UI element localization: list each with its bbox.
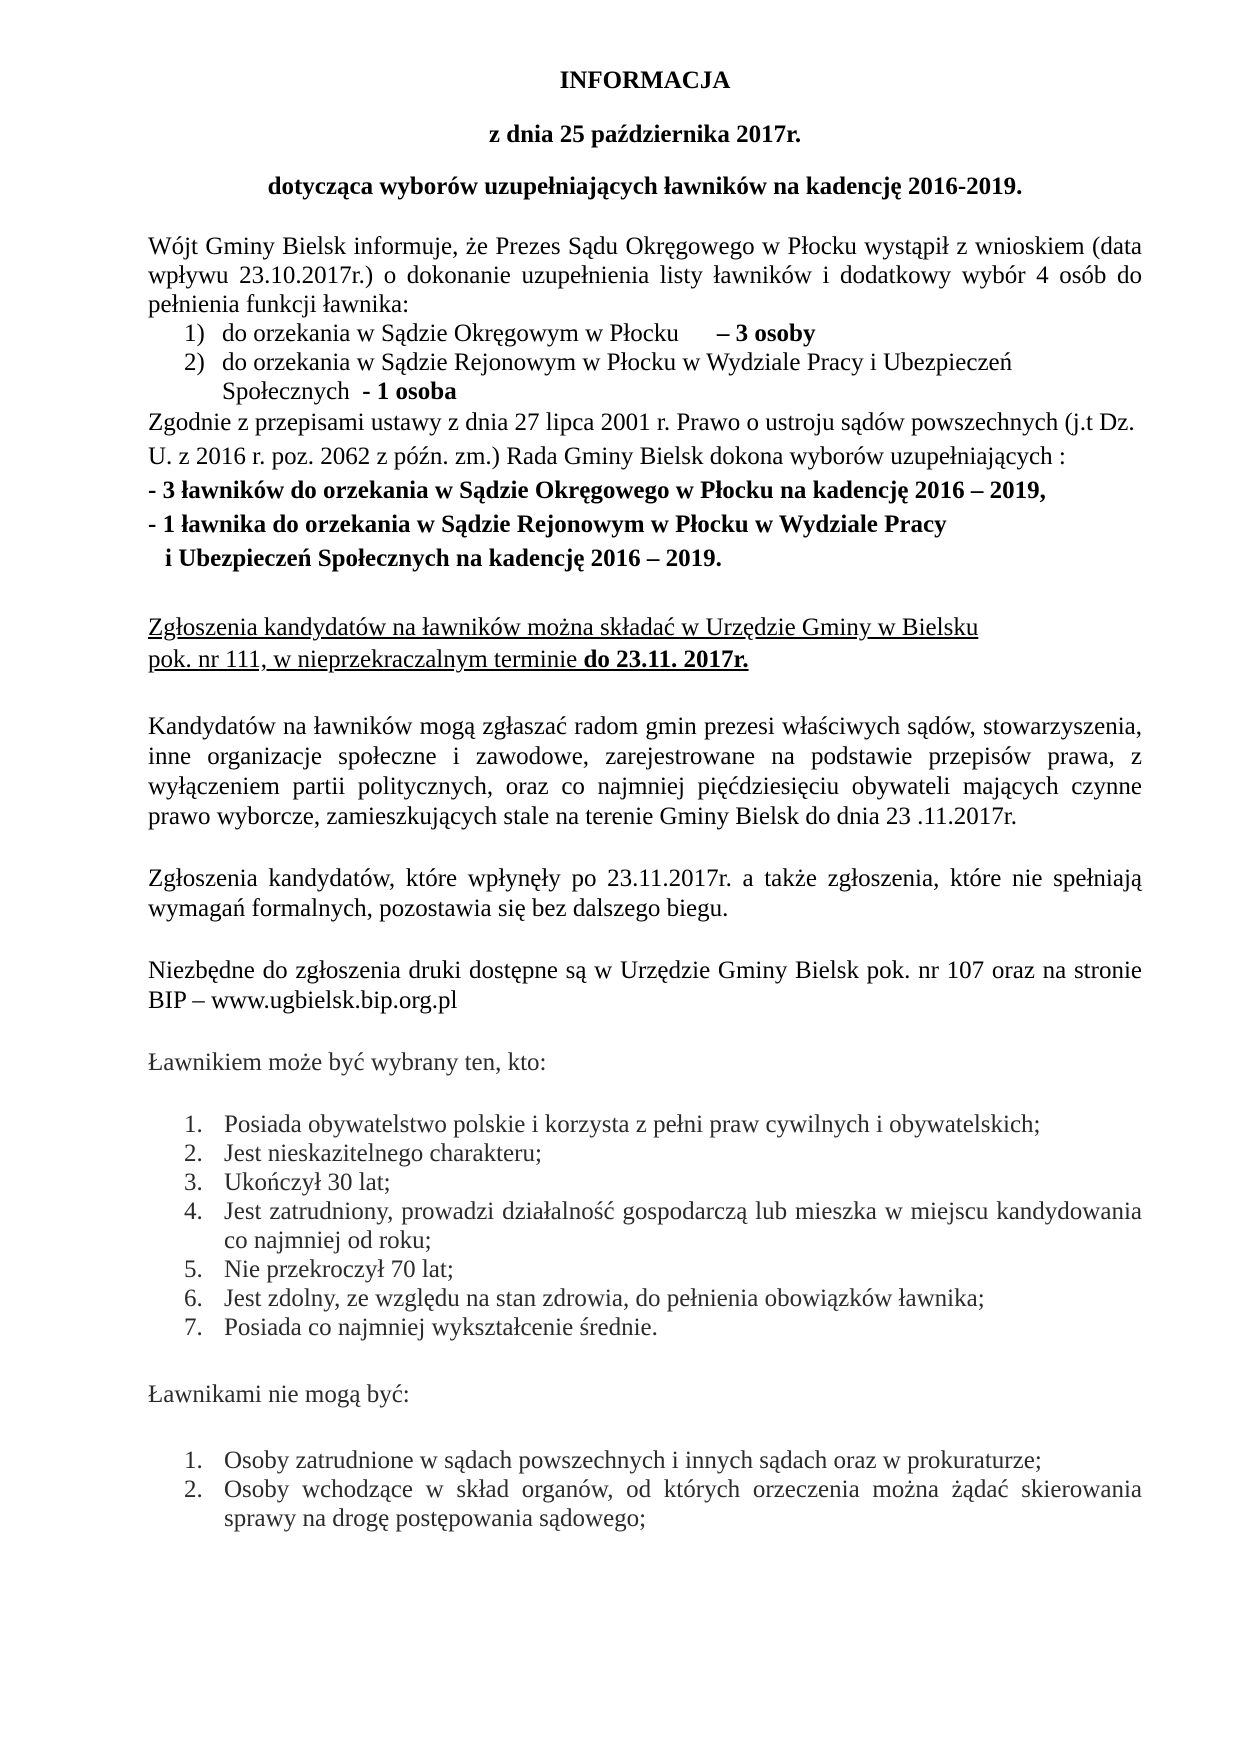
submission-line-2: pok. nr 111, w nieprzekraczalnym terminie bbox=[148, 646, 584, 673]
list-text: Jest zatrudniony, prowadzi działalność gospodarczą lub mieszka w miejscu kandydowania co najmniej od roku; bbox=[224, 1198, 1142, 1254]
court-list-number: 2) bbox=[184, 349, 205, 376]
list-text: Jest zdolny, ze względu na stan zdrowia, do pełnienia obowiązków ławnika; bbox=[224, 1285, 985, 1312]
list-item bbox=[184, 1446, 1142, 1475]
late-submissions-paragraph: Zgłoszenia kandydatów, które wpłynęły po 23.11.2017r. a także zgłoszenia, które nie spełniają wymagań formalnych, pozostawia się bez dalszego biegu. bbox=[148, 865, 1142, 922]
submission-deadline: do 23.11. 2017r. bbox=[583, 646, 749, 673]
eligibility-heading: Ławnikiem może być wybrany ten, kto: bbox=[148, 1049, 547, 1076]
document-subject: dotycząca wyborów uzupełniających ławników na kadencję 2016-2019. bbox=[267, 173, 1023, 200]
document-date: z dnia 25 października 2017r. bbox=[488, 121, 802, 148]
list-number: 6. bbox=[184, 1285, 203, 1312]
list-text: Osoby wchodzące w skład organów, od których orzeczenia można żądać skierowania sprawy na drogę postępowania sądowego; bbox=[224, 1476, 1142, 1532]
election-line-1: - 3 ławników do orzekania w Sądzie Okręgowego w Płocku na kadencję 2016 – 2019, bbox=[148, 477, 1046, 504]
court-list-count: – 3 osoby bbox=[716, 320, 816, 347]
list-number: 7. bbox=[184, 1314, 203, 1341]
list-item bbox=[184, 1475, 1142, 1533]
list-item bbox=[184, 1139, 1142, 1168]
list-number: 3. bbox=[184, 1169, 203, 1196]
court-list-text: do orzekania w Sądzie Okręgowym w Płocku bbox=[222, 320, 679, 347]
court-list-item bbox=[184, 348, 1142, 406]
court-list-item bbox=[184, 319, 1142, 348]
list-item bbox=[184, 1110, 1142, 1139]
list-text: Ukończył 30 lat; bbox=[224, 1169, 391, 1196]
ineligibility-heading: Ławnikami nie mogą być: bbox=[148, 1381, 410, 1408]
list-item bbox=[184, 1255, 1142, 1284]
intro-paragraph: Wójt Gminy Bielsk informuje, że Prezes Sądu Okręgowego w Płocku wystąpił z wnioskiem (data wpływu 23.10.2017r.) o dokonanie uzupełnienia listy ławników i dodatkowy wybór 4 osób do pełnienia funkcji ławnika: bbox=[148, 233, 1142, 318]
forms-paragraph: Niezbędne do zgłoszenia druki dostępne są w Urzędzie Gminy Bielsk pok. nr 107 oraz na stronie BIP – www.ugbielsk.bip.org.pl bbox=[148, 957, 1142, 1014]
court-list-number: 1) bbox=[184, 320, 205, 347]
list-item bbox=[184, 1313, 1142, 1342]
list-item bbox=[184, 1197, 1142, 1255]
legal-basis-paragraph: Zgodnie z przepisami ustawy z dnia 27 lipca 2001 r. Prawo o ustroju sądów powszechnych (j.t Dz. U. z 2016 r. poz. 2062 z późn. zm.) Rada Gminy Bielsk dokona wyborów uzupełniających : bbox=[148, 409, 1135, 470]
court-list-count: - 1 osoba bbox=[362, 378, 457, 405]
list-item bbox=[184, 1168, 1142, 1197]
list-text: Jest nieskazitelnego charakteru; bbox=[224, 1140, 542, 1167]
candidates-paragraph: Kandydatów na ławników mogą zgłaszać radom gmin prezesi właściwych sądów, stowarzyszenia, inne organizacje społeczne i zawodowe, zarejestrowane na podstawie przepisów prawa, z wyłączeniem partii politycznych, oraz co najmniej pięćdziesięciu obywateli mających czynne prawo wyborcze, zamieszkujących stale na terenie Gminy Bielsk do dnia 23 .11.2017r. bbox=[148, 713, 1142, 830]
list-text: Posiada obywatelstwo polskie i korzysta z pełni praw cywilnych i obywatelskich; bbox=[224, 1111, 1041, 1138]
list-item bbox=[184, 1284, 1142, 1313]
list-text: Posiada co najmniej wykształcenie średnie. bbox=[224, 1314, 658, 1341]
list-number: 1. bbox=[184, 1111, 203, 1138]
election-line-3: i Ubezpieczeń Społecznych na kadencję 2016 – 2019. bbox=[165, 545, 722, 572]
election-line-2: - 1 ławnika do orzekania w Sądzie Rejonowym w Płocku w Wydziale Pracy bbox=[148, 511, 947, 538]
document-title: INFORMACJA bbox=[559, 67, 731, 94]
list-number: 2. bbox=[184, 1140, 203, 1167]
eligibility-list bbox=[148, 1110, 1142, 1342]
submission-block bbox=[148, 612, 1142, 676]
list-number: 5. bbox=[184, 1256, 203, 1283]
list-text: Nie przekroczył 70 lat; bbox=[224, 1256, 454, 1283]
list-text: Osoby zatrudnione w sądach powszechnych i innych sądach oraz w prokuraturze; bbox=[224, 1447, 1042, 1474]
list-number: 2. bbox=[184, 1476, 203, 1503]
court-list bbox=[148, 319, 1142, 406]
list-number: 1. bbox=[184, 1447, 203, 1474]
submission-line-1: Zgłoszenia kandydatów na ławników można składać w Urzędzie Gminy w Bielsku bbox=[148, 614, 979, 641]
list-number: 4. bbox=[184, 1198, 203, 1225]
document-page bbox=[148, 66, 1142, 1533]
ineligibility-list bbox=[148, 1446, 1142, 1533]
court-list-text: do orzekania w Sądzie Rejonowym w Płocku w Wydziale Pracy i Ubezpieczeń Społecznych bbox=[222, 349, 1013, 405]
